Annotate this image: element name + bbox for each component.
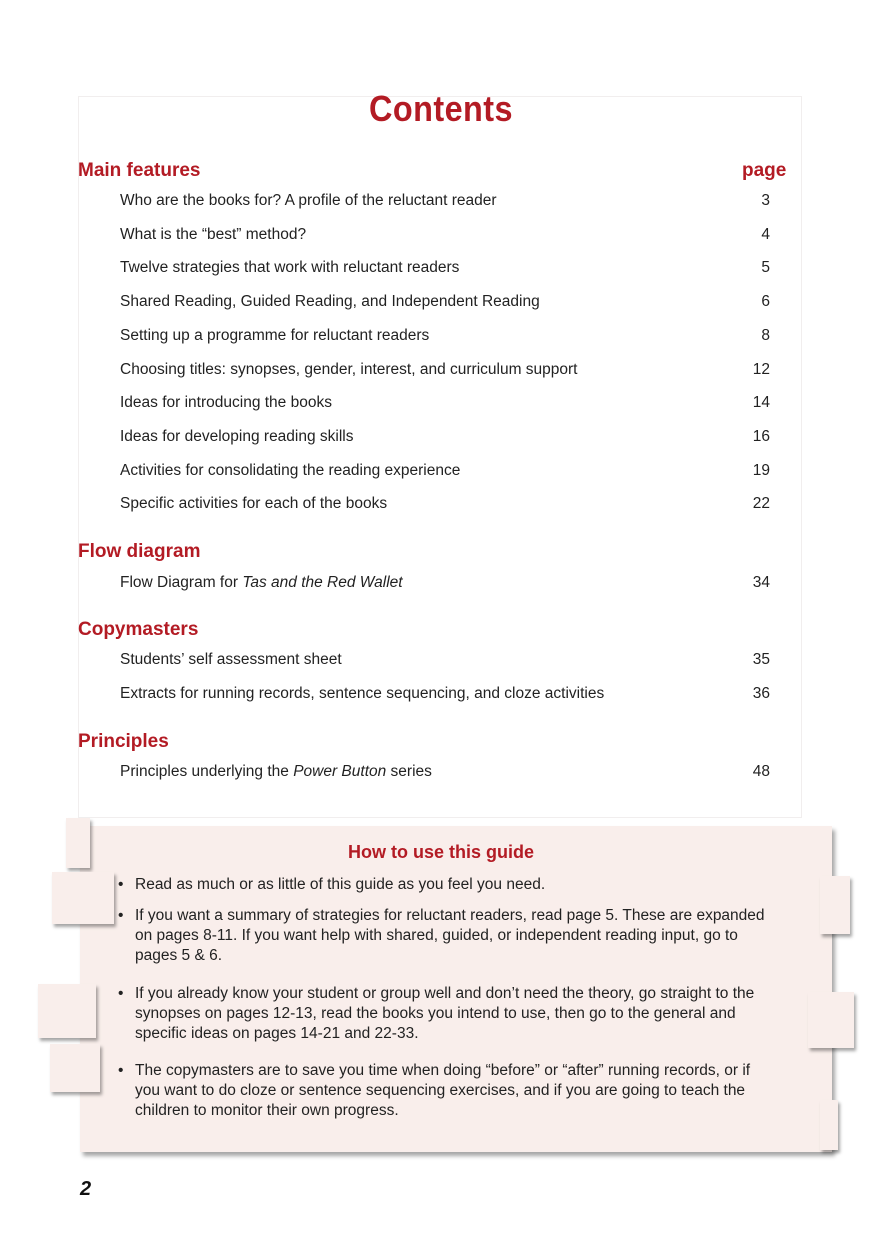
guide-bullet-text: The copymasters are to save you time when doing “before” or “after” running records, or if you want to do cloze or sentence sequencing exercises, and if you are going to teach the children to monitor their own progress. bbox=[135, 1062, 751, 1119]
toc-entry-page: 14 bbox=[752, 394, 770, 411]
page-column-label: page bbox=[742, 160, 787, 181]
toc-entry-title: Students’ self assessment sheet bbox=[120, 651, 342, 668]
toc-entry-page: 35 bbox=[752, 651, 770, 668]
toc-entry-title: Ideas for developing reading skills bbox=[120, 428, 354, 445]
toc-entry[interactable] bbox=[120, 327, 770, 347]
page-number: 2 bbox=[80, 1178, 92, 1200]
toc-entry-title: Specific activities for each of the books bbox=[120, 495, 388, 512]
toc-entry-page: 6 bbox=[761, 293, 770, 310]
toc-entry-title: Extracts for running records, sentence sequencing, and cloze activities bbox=[120, 685, 605, 702]
toc-entry[interactable] bbox=[120, 495, 770, 515]
toc-entry[interactable] bbox=[120, 192, 770, 212]
toc-entry[interactable] bbox=[120, 428, 770, 448]
guide-bullet bbox=[118, 1061, 778, 1121]
toc-entry-page: 22 bbox=[752, 495, 770, 512]
toc-entry[interactable] bbox=[120, 685, 770, 705]
toc-entry-title: What is the “best” method? bbox=[120, 226, 307, 243]
bullet-icon: • bbox=[118, 1062, 124, 1079]
toc-entry-page: 36 bbox=[752, 685, 770, 702]
toc-entry-title: Principles underlying the Power Button series bbox=[120, 763, 432, 780]
toc-entry-page: 8 bbox=[761, 327, 770, 344]
guide-bullet bbox=[118, 984, 778, 1044]
guide-bullet-text: Read as much or as little of this guide as you feel you need. bbox=[135, 876, 546, 893]
toc-entry-title: Who are the books for? A profile of the reluctant reader bbox=[120, 192, 497, 209]
toc-entry-page: 5 bbox=[761, 259, 770, 276]
guide-bullet-text: If you want a summary of strategies for reluctant readers, read page 5. These are expanded on pages 8-11. If you want help with shared, guided, or independent reading input, go to pages 5 & 6. bbox=[135, 907, 765, 964]
toc-entry-title: Ideas for introducing the books bbox=[120, 394, 332, 411]
toc-entry-title: Flow Diagram for Tas and the Red Wallet bbox=[120, 574, 403, 591]
guide-box-edge bbox=[50, 1044, 100, 1092]
toc-entry[interactable] bbox=[120, 763, 770, 783]
bullet-icon: • bbox=[118, 907, 124, 924]
guide-box-edge bbox=[820, 876, 850, 934]
toc-entry[interactable] bbox=[120, 259, 770, 279]
guide-title: How to use this guide bbox=[347, 842, 534, 862]
guide-bullet-text: If you already know your student or group well and don’t need the theory, go straight to the synopses on pages 12-13, read the books you intend to use, then go to the general and specific ideas on pages 14-21 and 22-33. bbox=[135, 985, 755, 1042]
guide-bullet bbox=[118, 875, 778, 895]
guide-bullet bbox=[118, 906, 778, 966]
toc-entry[interactable] bbox=[120, 226, 770, 246]
toc-entry-page: 3 bbox=[761, 192, 770, 209]
toc-entry-title: Setting up a programme for reluctant readers bbox=[120, 327, 430, 344]
guide-box-edge bbox=[820, 1100, 838, 1150]
section-heading-flow-diagram: Flow diagram bbox=[78, 541, 201, 562]
toc-entry-title: Twelve strategies that work with reluctant readers bbox=[120, 259, 460, 276]
section-heading-principles: Principles bbox=[78, 731, 169, 752]
toc-entry-page: 48 bbox=[752, 763, 770, 780]
guide-box-edge bbox=[808, 992, 854, 1048]
toc-entry[interactable] bbox=[120, 394, 770, 414]
bullet-icon: • bbox=[118, 985, 124, 1002]
toc-entry-page: 19 bbox=[752, 462, 770, 479]
toc-entry[interactable] bbox=[120, 462, 770, 482]
toc-entry-page: 4 bbox=[761, 226, 770, 243]
guide-box-edge bbox=[38, 984, 96, 1038]
toc-entry-page: 34 bbox=[752, 574, 770, 591]
bullet-icon: • bbox=[118, 876, 124, 893]
toc-entry[interactable] bbox=[120, 293, 770, 313]
section-heading-copymasters: Copymasters bbox=[78, 619, 199, 640]
section-heading-main-features: Main features bbox=[78, 160, 201, 181]
toc-entry-title: Shared Reading, Guided Reading, and Independent Reading bbox=[120, 293, 540, 310]
toc-entry[interactable] bbox=[120, 651, 770, 671]
toc-entry-title: Choosing titles: synopses, gender, interest, and curriculum support bbox=[120, 361, 578, 378]
page-title: Contents bbox=[369, 88, 513, 129]
guide-box-edge bbox=[52, 872, 114, 924]
toc-entry-title: Activities for consolidating the reading experience bbox=[120, 462, 461, 479]
toc-entry-page: 16 bbox=[752, 428, 770, 445]
toc-entry[interactable] bbox=[120, 574, 770, 594]
toc-entry-page: 12 bbox=[752, 361, 770, 378]
toc-entry[interactable] bbox=[120, 361, 770, 381]
